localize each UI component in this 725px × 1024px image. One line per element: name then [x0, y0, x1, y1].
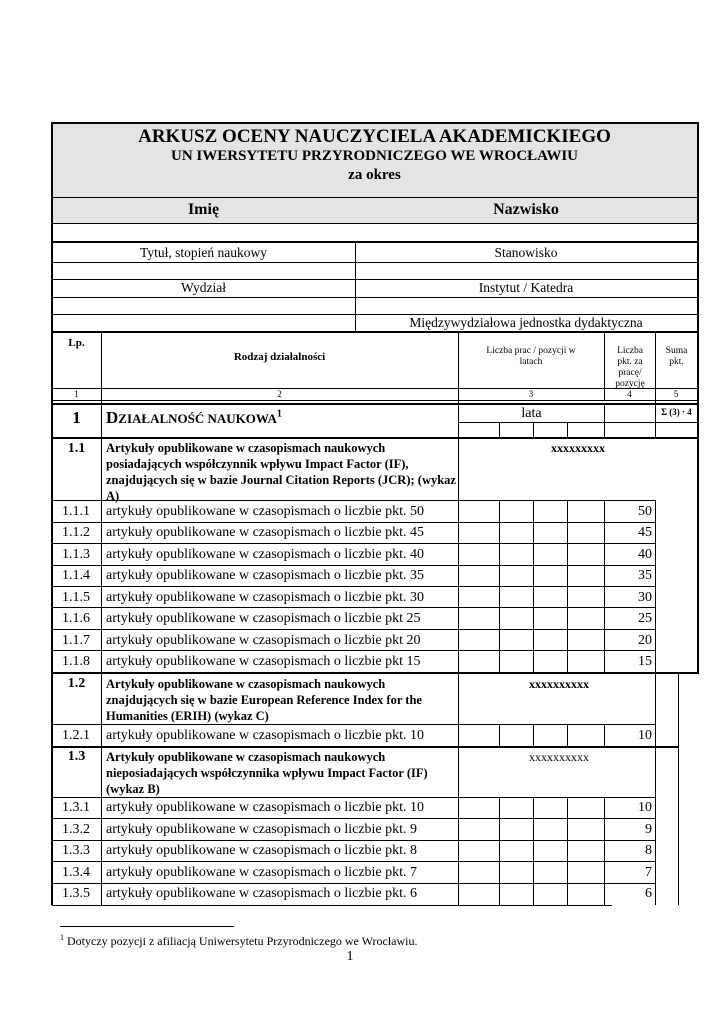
degree-label: Tytuł, stopień naukowy	[140, 245, 267, 260]
row-description: artykuły opublikowane w czasopismach o liczbie pkt. 50	[106, 504, 425, 519]
row-points: 15	[638, 654, 652, 669]
column-sum-2: pkt.	[669, 357, 684, 367]
section-number: 1	[72, 408, 81, 427]
footnote-reference: 1	[276, 408, 282, 420]
row-description: artykuły opublikowane w czasopismach o liczbie pkt. 6	[106, 886, 418, 901]
faculty-label: Wydział	[181, 280, 226, 295]
column-number-4: 4	[627, 389, 632, 399]
row-points: 9	[645, 822, 652, 837]
row-lp: 1.3.1	[62, 800, 90, 815]
row-lp: 1.1.6	[62, 611, 90, 626]
column-points-1: Liczba	[617, 346, 643, 356]
column-points-2: pkt. za	[617, 357, 643, 367]
group-2-title: Artykuły opublikowane w czasopismach naukowych znajdujących się w bazie European Reference Index for the Humanities (ERIH) (wykaz C)	[106, 677, 422, 723]
group-1-marker: xxxxxxxxx	[551, 441, 605, 455]
row-lp: 1.3.2	[62, 822, 90, 837]
position-label: Stanowisko	[494, 245, 558, 260]
group-3-lp: 1.3	[67, 749, 86, 764]
row-lp: 1.3.5	[62, 886, 90, 901]
row-description: artykuły opublikowane w czasopismach o liczbie pkt. 7	[106, 865, 418, 880]
row-description: artykuły opublikowane w czasopismach o liczbie pkt. 30	[106, 590, 425, 605]
row-lp: 1.1.8	[62, 654, 90, 669]
group-1-title: Artykuły opublikowane w czasopismach naukowych posiadających współczynnik wpływu Impact Factor (IF), znajdujących się w bazie Journal Citation Reports (JCR); (wykaz A)	[106, 441, 456, 503]
sum-formula: Σ (3) · 4	[661, 407, 692, 417]
row-description: artykuły opublikowane w czasopismach o liczbie pkt. 40	[106, 547, 425, 562]
group-1-lp: 1.1	[67, 441, 86, 456]
group-3-title: Artykuły opublikowane w czasopismach naukowych nieposiadających współczynnika wpływu Impact Factor (IF) (wykaz B)	[106, 750, 428, 796]
first-name-label: Imię	[187, 201, 220, 218]
years-label: lata	[521, 406, 542, 421]
row-description: artykuły opublikowane w czasopismach o liczbie pkt. 45	[106, 525, 425, 540]
interfaculty-label: Międzywydziałowa jednostka dydaktyczna	[409, 315, 643, 330]
footnote-text: Dotyczy pozycji z afiliacją Uniwersytetu Przyrodniczego we Wrocławiu.	[67, 934, 418, 948]
document-subtitle: UN IWERSYTETU PRZYRODNICZEGO WE WROCŁAWIU	[170, 148, 578, 164]
row-points: 30	[638, 590, 652, 605]
row-description: artykuły opublikowane w czasopismach o liczbie pkt 20	[106, 633, 421, 648]
column-points-4: pozycję	[615, 379, 645, 389]
row-description: artykuły opublikowane w czasopismach o liczbie pkt. 9	[106, 822, 418, 837]
row-lp: 1.1.1	[62, 504, 90, 519]
row-description: artykuły opublikowane w czasopismach o liczbie pkt. 10	[106, 728, 425, 743]
row-points: 40	[638, 547, 652, 562]
section-title-rest: ZIAŁALNOŚĆ NAUKOWA	[118, 411, 277, 426]
last-name-label: Nazwisko	[493, 201, 559, 218]
section-title	[106, 409, 282, 426]
row-lp: 1.1.2	[62, 525, 90, 540]
row-points: 50	[638, 504, 652, 519]
footnote-mark: 1	[60, 933, 64, 942]
column-count: Liczba prac / pozycji w latach	[486, 346, 576, 367]
row-points: 45	[638, 525, 652, 540]
period-label: za okres	[348, 167, 401, 183]
page-number: 1	[346, 949, 354, 964]
row-description: artykuły opublikowane w czasopismach o liczbie pkt. 35	[106, 568, 425, 583]
row-lp: 1.2.1	[62, 728, 90, 743]
row-description: artykuły opublikowane w czasopismach o liczbie pkt. 8	[106, 843, 418, 858]
row-lp: 1.3.4	[62, 865, 90, 880]
column-number-1: 1	[74, 389, 79, 399]
group-3-marker: xxxxxxxxxx	[529, 750, 589, 764]
column-lp: Lp.	[68, 337, 85, 349]
column-points-3: pracę/	[618, 368, 642, 378]
column-sum-1: Suma	[665, 346, 688, 356]
row-points: 10	[638, 800, 652, 815]
row-lp: 1.1.4	[62, 568, 90, 583]
row-lp: 1.1.5	[62, 590, 90, 605]
row-lp: 1.3.3	[62, 843, 90, 858]
column-number-5: 5	[673, 389, 679, 399]
section-title-initial: D	[106, 408, 119, 427]
column-activity: Rodzaj działalności	[233, 351, 326, 363]
row-points: 6	[645, 886, 652, 901]
row-points: 25	[638, 611, 652, 626]
column-number-2: 2	[277, 389, 282, 399]
row-points: 35	[638, 568, 652, 583]
row-description: artykuły opublikowane w czasopismach o liczbie pkt 25	[106, 611, 421, 626]
footnote	[60, 934, 418, 947]
row-lp: 1.1.7	[62, 633, 90, 648]
institute-label: Instytut / Katedra	[478, 280, 574, 295]
row-lp: 1.1.3	[62, 547, 90, 562]
row-points: 20	[638, 633, 652, 648]
footnote-separator	[60, 926, 234, 927]
column-number-3: 3	[528, 389, 534, 399]
document-title: ARKUSZ OCENY NAUCZYCIELA AKADEMICKIEGO	[138, 126, 611, 147]
group-2-marker: xxxxxxxxxx	[529, 677, 589, 691]
row-points: 7	[645, 865, 652, 880]
row-description: artykuły opublikowane w czasopismach o liczbie pkt 15	[106, 654, 421, 669]
row-points: 10	[638, 728, 652, 743]
group-2-lp: 1.2	[67, 676, 86, 691]
row-points: 8	[645, 843, 652, 858]
row-description: artykuły opublikowane w czasopismach o liczbie pkt. 10	[106, 800, 425, 815]
